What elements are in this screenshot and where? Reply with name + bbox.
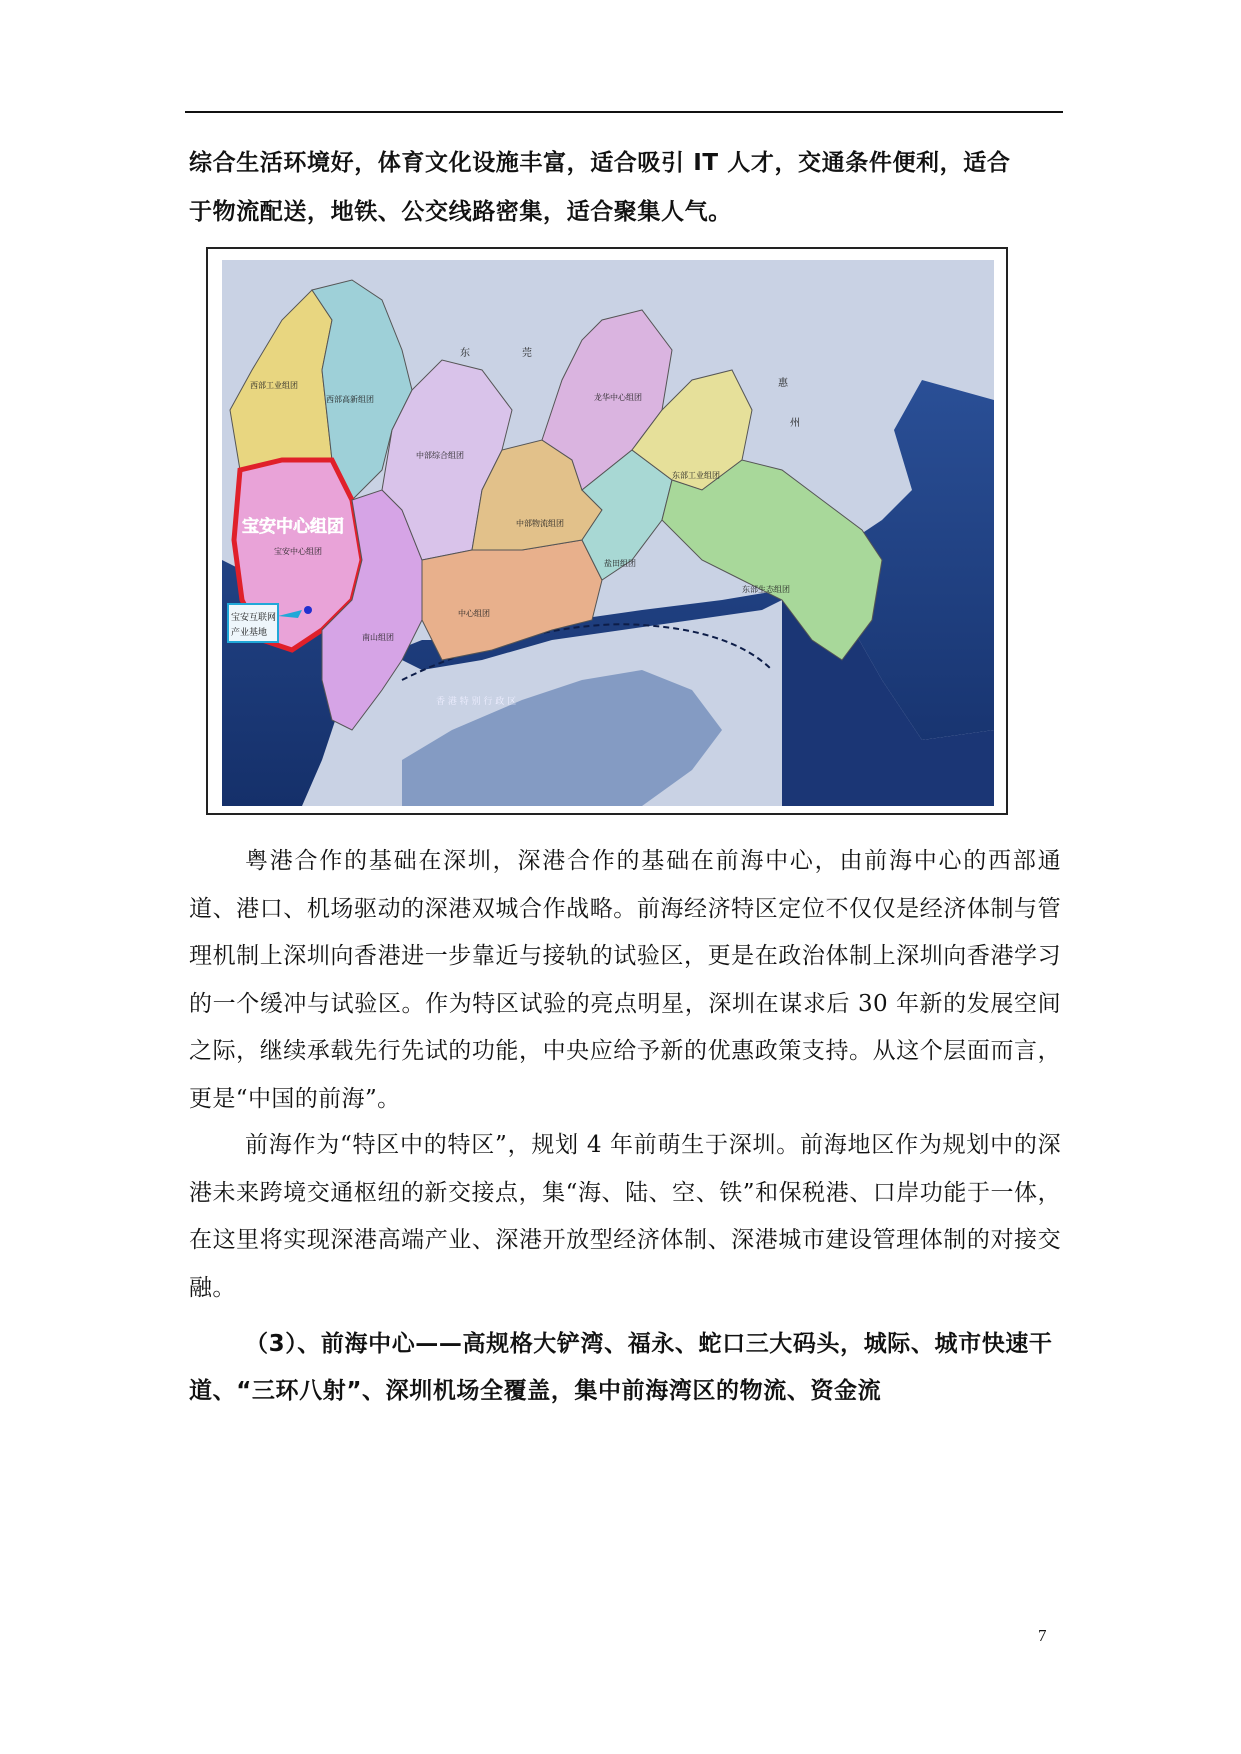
header-rule [185, 111, 1063, 113]
intro-line-2: 于物流配送，地铁、公交线路密集，适合聚集人气。 [189, 199, 732, 225]
section-heading: （3）、前海中心——高规格大铲湾、福永、蛇口三大码头，城际、城市快速干道、“三环八射”、深圳机场全覆盖，集中前海湾区的物流、资金流 [189, 1331, 1053, 1404]
label-baoan-small: 宝安中心组团 [274, 547, 322, 556]
page-number: 7 [1038, 1626, 1047, 1645]
label-dongguan-2: 莞 [522, 348, 532, 359]
callout-line-2: 产业基地 [231, 628, 268, 638]
label-dongbu-gongye: 东部工业组团 [672, 471, 720, 480]
label-zhongbu-wuliu: 中部物流组团 [516, 519, 564, 528]
qianhai-marker [304, 606, 312, 614]
label-dongguan-1: 东 [460, 348, 470, 359]
label-huizhou-1: 惠 [778, 378, 788, 389]
label-baoan-big: 宝安中心组团 [242, 517, 344, 537]
label-zhongbu-zonghe: 中部综合组团 [416, 451, 464, 460]
map-figure [206, 247, 1008, 815]
callout-line-1: 宝安互联网 [231, 613, 277, 623]
label-nanshan: 南山组团 [362, 633, 394, 642]
label-yantian: 盐田组团 [604, 559, 636, 568]
label-hk: 香 港 特 别 行 政 区 [436, 697, 517, 707]
body-paragraph-2: 前海作为“特区中的特区”，规划 4 年前萌生于深圳。前海地区作为规划中的深港未来跨境交通枢纽的新交接点，集“海、陆、空、铁”和保税港、口岸功能于一体，在这里将实现深港高端产业、深港开放型经济体制、深港城市建设管理体制的对接交融。 [189, 1132, 1061, 1301]
label-longhua: 龙华中心组团 [594, 393, 642, 402]
label-dongbu-shengtai: 东部生态组团 [742, 585, 790, 594]
label-zhongxin: 中心组团 [458, 609, 490, 618]
body-paragraph-1: 粤港合作的基础在深圳，深港合作的基础在前海中心，由前海中心的西部通道、港口、机场驱动的深港双城合作战略。前海经济特区定位不仅仅是经济体制与管理机制上深圳向香港进一步靠近与接轨的试验区，更是在政治体制上深圳向香港学习的一个缓冲与试验区。作为特区试验的亮点明星，深圳在谋求后 30 年新的发展空间之际，继续承载先行先试的功能，中央应给予新的优惠政策支持。从这个层面而言，更是“中国的前海”。 [189, 848, 1061, 1112]
shenzhen-map [222, 260, 994, 806]
label-xibu-gaoxin: 西部高新组团 [326, 395, 374, 404]
label-huizhou-2: 州 [790, 418, 800, 429]
intro-line-1: 综合生活环境好，体育文化设施丰富，适合吸引 IT 人才，交通条件便利，适合 [189, 150, 1011, 176]
label-xibu-gongye: 西部工业组团 [250, 381, 298, 390]
